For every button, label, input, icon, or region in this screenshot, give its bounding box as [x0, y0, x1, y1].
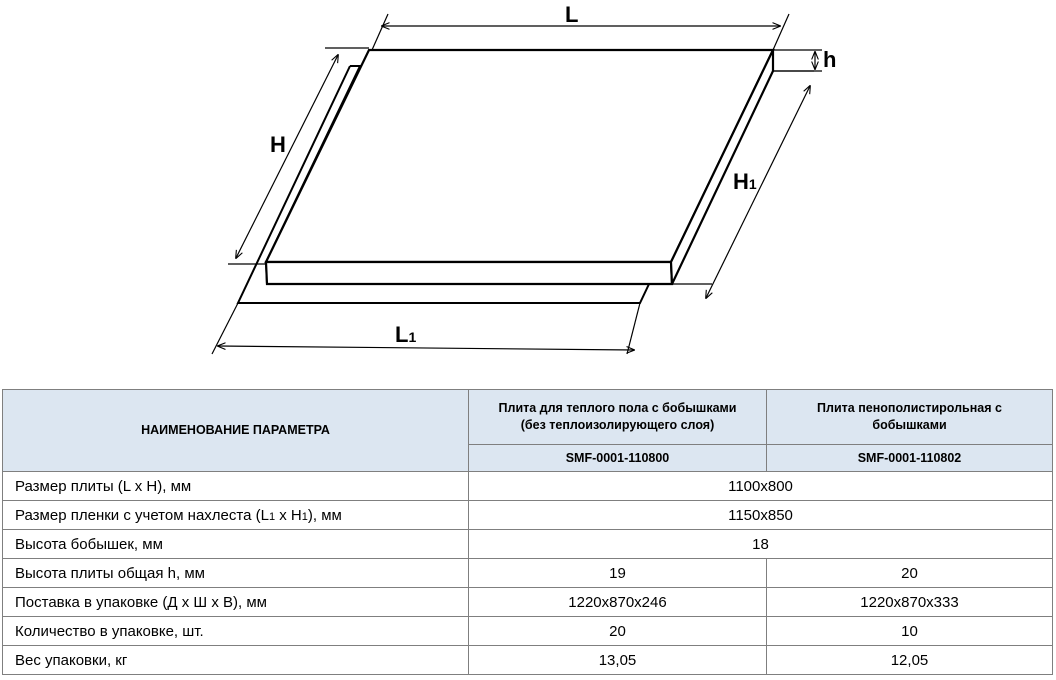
product-2-code: SMF-0001-110802 — [767, 445, 1053, 472]
value-cell: 18 — [469, 530, 1053, 559]
label-L: L — [565, 2, 579, 27]
label-h: h — [823, 47, 837, 72]
param-label: Вес упаковки, кг — [3, 646, 469, 675]
value-cell: 10 — [767, 617, 1053, 646]
table-row — [3, 588, 1053, 617]
value-cell: 1100x800 — [469, 472, 1053, 501]
param-label: Высота бобышек, мм — [3, 530, 469, 559]
param-label: Количество в упаковке, шт. — [3, 617, 469, 646]
product-1-name: Плита для теплого пола с бобышками (без теплоизолирующего слоя) — [469, 390, 767, 445]
value-cell: 13,05 — [469, 646, 767, 675]
product-2-name: Плита пенополистирольная с бобышками — [767, 390, 1053, 445]
value-cell: 19 — [469, 559, 767, 588]
label-H1: H1 — [733, 169, 757, 194]
table-row — [3, 501, 1053, 530]
plate-front-edge — [266, 262, 672, 284]
table-row — [3, 646, 1053, 675]
param-header: НАИМЕНОВАНИЕ ПАРАМЕТРА — [3, 390, 469, 472]
dim-line-L1 — [218, 346, 634, 350]
label-L1: L1 — [395, 322, 417, 347]
value-cell: 1150x850 — [469, 501, 1053, 530]
param-label: Поставка в упаковке (Д х Ш х В), мм — [3, 588, 469, 617]
spec-table — [2, 389, 1053, 675]
value-cell: 1220x870x246 — [469, 588, 767, 617]
table-row — [3, 559, 1053, 588]
value-cell: 20 — [767, 559, 1053, 588]
table-row — [3, 617, 1053, 646]
param-label: Высота плиты общая h, мм — [3, 559, 469, 588]
table-row — [3, 472, 1053, 501]
value-cell: 20 — [469, 617, 767, 646]
param-label: Размер плиты (L x H), мм — [3, 472, 469, 501]
value-cell: 1220x870x333 — [767, 588, 1053, 617]
product-1-code: SMF-0001-110800 — [469, 445, 767, 472]
table-row — [3, 530, 1053, 559]
label-H: H — [270, 132, 286, 157]
param-label: Размер пленки с учетом нахлеста (L1 x H1), мм — [3, 501, 469, 530]
value-cell: 12,05 — [767, 646, 1053, 675]
